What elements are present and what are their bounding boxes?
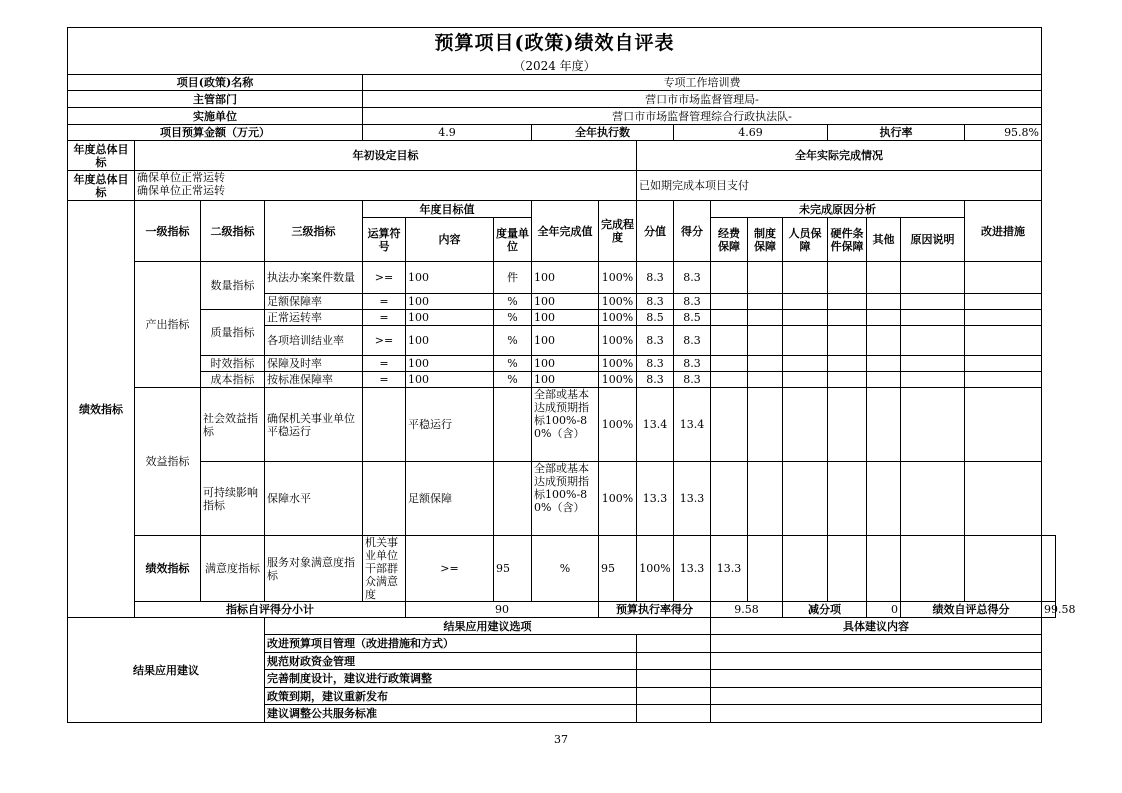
header-system-guarantee: 制度保障 [748,218,783,262]
initial-goal-line-1: 确保单位正常运转 [137,171,225,184]
empty-cell [711,294,748,310]
indicator-degree: 100% [599,388,637,462]
group-service-satisfaction: 服务对象满意度指标 [265,536,363,602]
annual-goal-row-label: 年度总体目标 [68,171,135,201]
empty-cell [965,262,1042,294]
empty-cell [783,388,828,462]
indicator-degree: 100% [599,310,637,326]
table-row [68,356,1056,372]
empty-cell [783,462,828,536]
indicator-value: 100 [532,262,599,294]
indicator-score: 13.3 [637,462,674,536]
advice-detail-cell [711,670,1042,688]
header-level1: 一级指标 [135,201,201,262]
indicator-value: 95 [599,536,637,602]
empty-cell [828,262,867,294]
annual-execution-label: 全年执行数 [532,125,674,141]
advice-detail-cell [711,653,1042,670]
empty-cell [828,294,867,310]
indicator-score: 8.5 [637,310,674,326]
indicator-score: 13.4 [637,388,674,462]
empty-cell [748,372,783,388]
table-row [68,262,1056,294]
indicator-got: 8.3 [674,356,711,372]
initial-goal-line-2: 确保单位正常运转 [137,184,225,197]
indicator-operator: = [363,356,406,372]
advice-option: 建议调整公共服务标准 [265,705,637,723]
header-other: 其他 [867,218,901,262]
group-timeliness: 时效指标 [201,356,265,372]
department-value: 营口市市场监督管理局- [363,91,1042,108]
total-score-label: 绩效自评总得分 [901,602,1042,618]
advice-detail-cell [711,705,1042,723]
header-improvement: 改进措施 [965,201,1042,262]
indicator-got: 8.3 [674,294,711,310]
header-completion-degree: 完成程度 [599,201,637,262]
indicator-value: 100 [532,310,599,326]
empty-cell [748,310,783,326]
table-row [68,310,1056,326]
indicator-name: 足额保障率 [265,294,363,310]
deduction-value: 0 [867,602,901,618]
header-annual-target: 年度目标值 [363,201,532,218]
empty-cell [965,536,1042,602]
execution-rate-label: 执行率 [828,125,965,141]
advice-choice-cell [637,705,711,723]
advice-options-label: 结果应用建议选项 [265,618,711,635]
indicator-operator: = [363,294,406,310]
indicator-operator: = [363,372,406,388]
total-score-value: 99.58 [1042,602,1056,618]
indicator-degree: 100% [599,462,637,536]
empty-cell [748,536,783,602]
advice-choice-cell [637,653,711,670]
empty-cell [711,262,748,294]
budget-amount-value: 4.9 [363,125,532,141]
header-score: 分值 [637,201,674,262]
empty-cell [965,326,1042,356]
empty-cell [901,536,965,602]
indicator-content: 足额保障 [406,462,494,536]
header-fund-guarantee: 经费保障 [711,218,748,262]
empty-cell [783,536,828,602]
empty-cell [748,326,783,356]
indicator-content: 100 [406,372,494,388]
empty-cell [711,326,748,356]
indicator-degree: 100% [599,294,637,310]
empty-cell [867,326,901,356]
group-quality: 质量指标 [201,310,265,356]
perf-indicator-label-2: 绩效指标 [135,536,201,602]
indicator-content: 100 [406,262,494,294]
empty-cell [748,294,783,310]
indicator-value: 100 [532,372,599,388]
indicator-got: 13.3 [711,536,748,602]
empty-cell [965,462,1042,536]
header-reason: 原因说明 [901,218,965,262]
fiscal-year: （2024 年度） [513,58,596,73]
execution-rate-value: 95.8% [965,125,1042,141]
empty-cell [748,356,783,372]
empty-cell [901,462,965,536]
indicator-content: 100 [406,326,494,356]
budget-amount-label: 项目预算金额（万元） [68,125,363,141]
empty-cell [828,536,867,602]
initial-goal-content [135,171,637,201]
document-title: 预算项目(政策)绩效自评表 [434,31,675,54]
indicator-value: 100 [532,326,599,356]
empty-cell [783,372,828,388]
indicator-unit: % [494,310,532,326]
implementer-label: 实施单位 [68,108,363,125]
indicator-content: 平稳运行 [406,388,494,462]
perf-indicator-label: 绩效指标 [68,201,135,618]
exec-score-label: 预算执行率得分 [599,602,711,618]
performance-self-evaluation-table [67,27,1076,723]
empty-cell [867,388,901,462]
indicator-score: 8.3 [637,294,674,310]
advice-section-label: 结果应用建议 [68,618,265,723]
indicator-got: 8.3 [674,262,711,294]
year-cell [68,58,1042,75]
advice-option: 规范财政资金管理 [265,653,637,670]
indicator-score: 8.3 [637,372,674,388]
advice-choice-cell [637,635,711,653]
empty-cell [828,310,867,326]
empty-cell [783,326,828,356]
indicator-operator [363,462,406,536]
empty-cell [965,388,1042,462]
indicator-value: 全部或基本达成预期指标100%-80%（含） [532,462,599,536]
table-row [68,388,1056,462]
empty-cell [901,372,965,388]
indicator-value: 100 [532,356,599,372]
indicator-score: 8.3 [637,326,674,356]
empty-cell [901,356,965,372]
indicator-name: 执法办案案件数量 [265,262,363,294]
indicator-value: 全部或基本达成预期指标100%-80%（含） [532,388,599,462]
empty-cell [867,294,901,310]
header-level2: 二级指标 [201,201,265,262]
group-social: 社会效益指标 [201,388,265,462]
title-cell [68,28,1042,59]
subtotal-label: 指标自评得分小计 [135,602,406,618]
group-output: 产出指标 [135,262,201,388]
table-row [68,536,1056,602]
empty-cell [711,462,748,536]
header-got-score: 得分 [674,201,711,262]
empty-cell [867,356,901,372]
indicator-score: 8.3 [637,262,674,294]
advice-details-label: 具体建议内容 [711,618,1042,635]
deduction-label: 减分项 [783,602,867,618]
indicator-name: 正常运转率 [265,310,363,326]
empty-cell [901,294,965,310]
indicator-name: 确保机关事业单位平稳运行 [265,388,363,462]
empty-cell [783,294,828,310]
actual-completion-content: 已如期完成本项目支付 [637,171,1042,201]
empty-cell [711,356,748,372]
group-benefit: 效益指标 [135,388,201,536]
project-name-label: 项目(政策)名称 [68,75,363,91]
indicator-got: 8.5 [674,310,711,326]
empty-cell [783,356,828,372]
empty-cell [901,326,965,356]
indicator-operator: = [363,310,406,326]
empty-cell [828,462,867,536]
empty-cell [828,372,867,388]
indicator-unit: % [494,294,532,310]
header-unit: 度量单位 [494,218,532,262]
annual-execution-value: 4.69 [674,125,828,141]
indicator-operator [363,388,406,462]
empty-cell [711,388,748,462]
indicator-unit: 件 [494,262,532,294]
indicator-operator: >= [406,536,494,602]
indicator-unit: % [494,326,532,356]
empty-cell [867,310,901,326]
advice-detail-cell [711,688,1042,705]
group-cost: 成本指标 [201,372,265,388]
indicator-operator: >= [363,326,406,356]
indicator-value: 100 [532,294,599,310]
indicator-unit [494,462,532,536]
empty-cell [748,388,783,462]
empty-cell [783,310,828,326]
indicator-unit [494,388,532,462]
empty-cell [867,372,901,388]
header-operator: 运算符号 [363,218,406,262]
indicator-content: 100 [406,294,494,310]
indicator-name: 保障水平 [265,462,363,536]
group-sustainability: 可持续影响指标 [201,462,265,536]
empty-cell [965,294,1042,310]
header-full-year-value: 全年完成值 [532,201,599,262]
advice-detail-cell [711,635,1042,653]
project-name-value: 专项工作培训费 [363,75,1042,91]
indicator-content: 95 [494,536,532,602]
empty-cell [828,388,867,462]
group-quantity: 数量指标 [201,262,265,310]
subtotal-value: 90 [406,602,599,618]
indicator-content: 100 [406,356,494,372]
empty-cell [828,326,867,356]
header-staff-guarantee: 人员保障 [783,218,828,262]
indicator-unit: % [494,372,532,388]
actual-completion-label: 全年实际完成情况 [637,141,1042,171]
indicator-name: 各项培训结业率 [265,326,363,356]
empty-cell [828,356,867,372]
indicator-content: 100 [406,310,494,326]
header-hardware-guarantee: 硬件条件保障 [828,218,867,262]
indicator-got: 8.3 [674,372,711,388]
indicator-degree: 100% [637,536,674,602]
indicator-score: 13.3 [674,536,711,602]
indicator-degree: 100% [599,326,637,356]
empty-cell [965,372,1042,388]
advice-choice-cell [637,670,711,688]
indicator-score: 8.3 [637,356,674,372]
empty-cell [867,262,901,294]
table-row [68,462,1056,536]
empty-cell [748,262,783,294]
indicator-got: 8.3 [674,326,711,356]
empty-cell [901,388,965,462]
implementer-value: 营口市市场监督管理综合行政执法队- [363,108,1042,125]
empty-cell [711,310,748,326]
department-label: 主管部门 [68,91,363,108]
indicator-got: 13.3 [674,462,711,536]
empty-cell [965,310,1042,326]
empty-cell [1042,536,1056,602]
header-unfinished-analysis: 未完成原因分析 [711,201,965,218]
empty-cell [901,310,965,326]
header-level3: 三级指标 [265,201,363,262]
empty-cell [783,262,828,294]
indicator-operator: >= [363,262,406,294]
exec-score-value: 9.58 [711,602,783,618]
indicator-name: 按标准保障率 [265,372,363,388]
indicator-unit: % [532,536,599,602]
initial-goal-label: 年初设定目标 [135,141,637,171]
advice-option: 完善制度设计，建议进行政策调整 [265,670,637,688]
group-satisfaction: 满意度指标 [201,536,265,602]
table-row [68,372,1056,388]
page-number: 37 [554,733,568,746]
indicator-degree: 100% [599,372,637,388]
empty-cell [901,262,965,294]
empty-cell [711,372,748,388]
indicator-degree: 100% [599,356,637,372]
indicator-name: 机关事业单位干部群众满意度 [363,536,406,602]
empty-cell [867,536,901,602]
empty-cell [867,462,901,536]
indicator-got: 13.4 [674,388,711,462]
indicator-unit: % [494,356,532,372]
indicator-name: 保障及时率 [265,356,363,372]
advice-option: 改进预算项目管理（改进措施和方式） [265,635,637,653]
header-content: 内容 [406,218,494,262]
advice-choice-cell [637,688,711,705]
indicator-degree: 100% [599,262,637,294]
empty-cell [965,356,1042,372]
empty-cell [748,462,783,536]
advice-option: 政策到期，建议重新发布 [265,688,637,705]
annual-goal-header-label: 年度总体目标 [68,141,135,171]
